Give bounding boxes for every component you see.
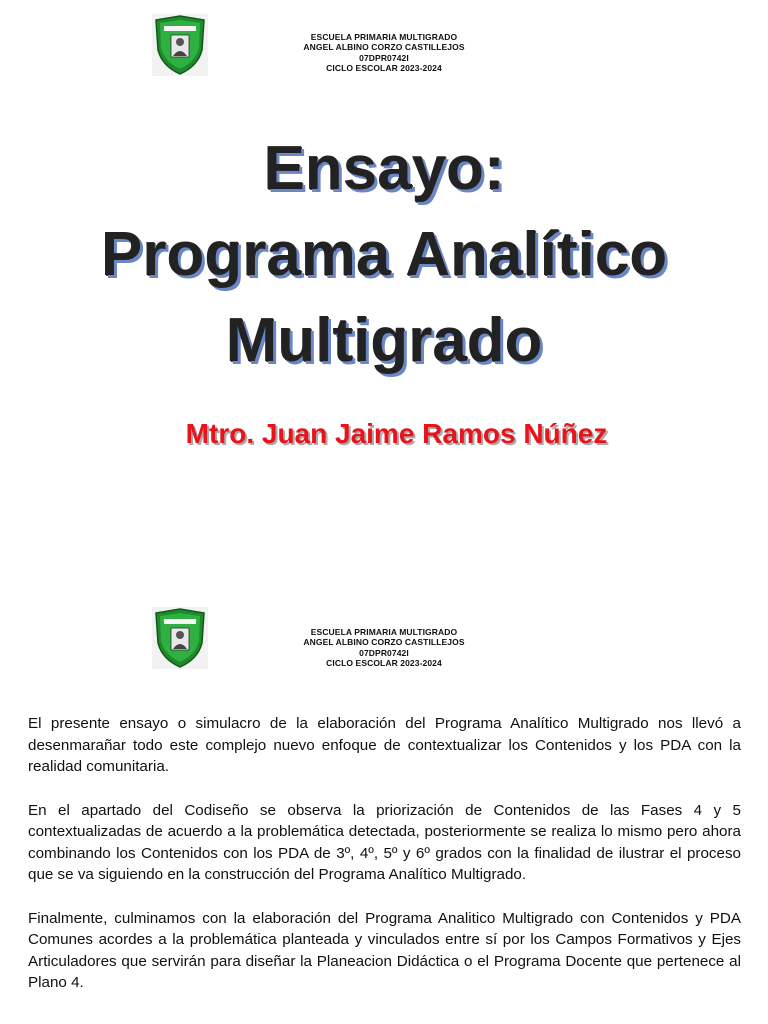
school-person: ANGEL ALBINO CORZO CASTILLEJOS xyxy=(303,637,465,648)
school-name: ESCUELA PRIMARIA MULTIGRADO xyxy=(310,627,458,637)
school-year: CICLO ESCOLAR 2023-2024 xyxy=(326,658,442,669)
title-line-3: Multigrado xyxy=(225,306,543,375)
school-person: ANGEL ALBINO CORZO CASTILLEJOS xyxy=(303,42,465,53)
cover-header xyxy=(0,14,768,84)
school-info xyxy=(250,627,518,669)
title-line-1: Ensayo: xyxy=(263,134,505,203)
school-code: 07DPR0742I xyxy=(359,52,409,63)
school-name: ESCUELA PRIMARIA MULTIGRADO xyxy=(310,32,458,42)
essay-body xyxy=(28,713,741,1016)
school-shield-logo-icon xyxy=(152,14,208,76)
paragraph: Finalmente, culminamos con la elaboración del Programa Analitico Multigrado con Contenidos y PDA Comunes acordes a la problemática planteada y vinculados entre sí por los Campos Formativos y Ejes Articuladores que servirán para diseñar la Planeacion Didáctica o el Programa Docente que pertenece al Plano 4. xyxy=(28,909,741,991)
page2-header xyxy=(0,607,768,677)
paragraph: El presente ensayo o simulacro de la elaboración del Programa Analítico Multigrado nos llevó a desenmarañar todo este complejo nuevo enfoque de contextualizar los Contenidos y los PDA con la realidad comunitaria. xyxy=(28,715,741,775)
document-title xyxy=(0,126,768,384)
title-line-2: Programa Analítico xyxy=(100,220,668,289)
author-name: Mtro. Juan Jaime Ramos Núñez xyxy=(185,418,608,449)
paragraph: En el apartado del Codiseño se observa la priorización de Contenidos de las Fases 4 y 5 contextualizadas de acuerdo a la problemática detectada, posteriormente se realiza lo mismo pero ahora combinando los Contenidos con los PDA de 3º, 4º, 5º y 6º grados con la finalidad de ilustrar el proceso que se va siguiendo en la construcción del Programa Analítico Multigrado. xyxy=(28,801,741,883)
school-shield-logo-icon xyxy=(152,607,208,669)
school-code: 07DPR0742I xyxy=(359,647,409,658)
school-info xyxy=(250,32,518,74)
school-year: CICLO ESCOLAR 2023-2024 xyxy=(326,63,442,74)
